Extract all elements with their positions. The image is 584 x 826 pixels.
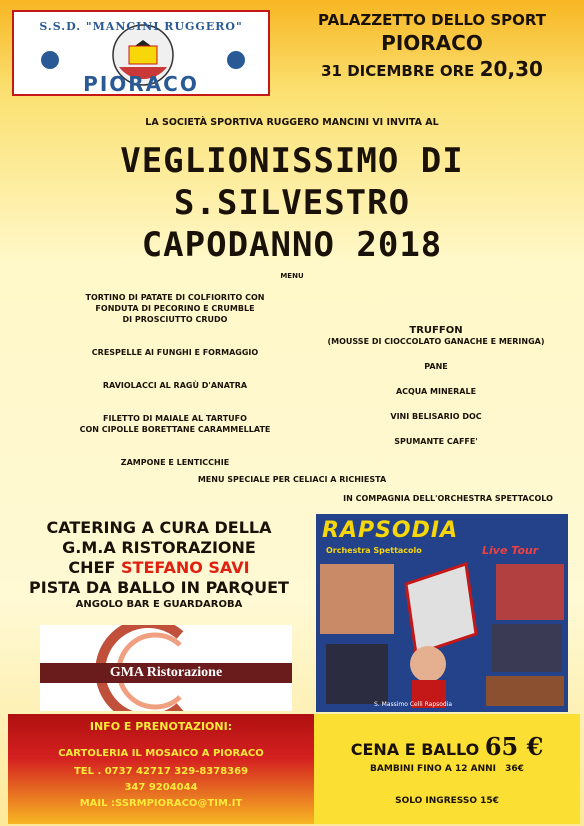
menu-heading: MENU bbox=[280, 272, 304, 280]
menu-item-line: CRESPELLE AI FUNGHI E FORMAGGIO bbox=[91, 348, 259, 357]
dessert-item bbox=[318, 325, 554, 347]
menu-right-column bbox=[318, 325, 554, 461]
invitation-line: LA SOCIETÀ SPORTIVA RUGGERO MANCINI VI INVITA AL bbox=[145, 117, 439, 128]
menu-item bbox=[70, 292, 280, 325]
gma-logo bbox=[40, 625, 292, 711]
title-line-3: CAPODANNO 2018 bbox=[141, 225, 443, 265]
catering-line-1: CATERING A CURA DELLA bbox=[46, 518, 272, 537]
menu-item: SPUMANTE CAFFE' bbox=[394, 437, 478, 446]
menu-item: VINI BELISARIO DOC bbox=[390, 412, 482, 421]
orchestra-name: RAPSODIA bbox=[322, 518, 459, 543]
dessert-name: TRUFFON bbox=[409, 325, 463, 336]
menu-item-line: ZAMPONE E LENTICCHIE bbox=[120, 458, 230, 467]
children-price-line bbox=[314, 764, 580, 774]
entry-only-price: SOLO INGRESSO 15€ bbox=[395, 796, 499, 806]
orchestra-tour: Live Tour bbox=[482, 544, 539, 557]
orchestra-photo bbox=[316, 514, 568, 712]
menu-item: ACQUA MINERALE bbox=[395, 387, 477, 396]
orchestra-intro: IN COMPAGNIA DELL'ORCHESTRA SPETTACOLO bbox=[343, 494, 553, 503]
menu-item-line: TORTINO DI PATATE DI COLFIORITO CON bbox=[85, 293, 265, 302]
info-title: INFO E PRENOTAZIONI: bbox=[89, 720, 233, 733]
club-logo bbox=[12, 10, 270, 96]
dance-floor-line: PISTA DA BALLO IN PARQUET bbox=[29, 578, 289, 597]
title-line-1: VEGLIONISSIMO DI bbox=[120, 141, 464, 181]
event-time: 20,30 bbox=[479, 57, 543, 81]
catering-info bbox=[20, 518, 298, 612]
chef-label: CHEF bbox=[68, 558, 116, 577]
children-label: BAMBINI FINO A 12 ANNI bbox=[370, 764, 496, 774]
dessert-description: (MOUSSE DI CIOCCOLATO GANACHE E MERINGA) bbox=[327, 337, 545, 346]
menu-item bbox=[70, 380, 280, 391]
logo-bottom-text: PIORACO bbox=[83, 72, 199, 96]
info-phone-2: 347 9204044 bbox=[124, 782, 198, 793]
event-date bbox=[292, 56, 572, 84]
orchestra-subtitle: Orchestra Spettacolo bbox=[326, 546, 422, 555]
menu-item-line: FONDUTA DI PECORINO E CRUMBLE bbox=[95, 304, 255, 313]
dinner-label: CENA E BALLO bbox=[350, 740, 480, 759]
menu-item bbox=[70, 413, 280, 435]
chef-line bbox=[20, 558, 298, 578]
menu-left-column bbox=[70, 292, 280, 490]
price-box bbox=[314, 714, 580, 824]
info-shop: CARTOLERIA IL MOSAICO A PIORACO bbox=[58, 748, 264, 759]
bar-wardrobe-line: ANGOLO BAR E GUARDAROBA bbox=[75, 599, 243, 610]
menu-item-line: RAVIOLACCI AL RAGÙ D'ANATRA bbox=[102, 381, 248, 390]
dinner-price: 65 € bbox=[484, 732, 544, 761]
event-date-text: 31 DICEMBRE ORE bbox=[321, 62, 475, 80]
logo-top-text: S.S.D. "MANCINI RUGGERO" bbox=[39, 20, 243, 33]
gma-logo-text: GMA Ristorazione bbox=[109, 665, 223, 680]
dinner-price-line bbox=[314, 732, 580, 761]
orchestra-photo-credit: S. Massimo Celli Rapsodia bbox=[374, 701, 453, 708]
venue-town: PIORACO bbox=[381, 31, 483, 55]
children-price: 36€ bbox=[505, 764, 524, 774]
celiac-menu-note: MENU SPECIALE PER CELIACI A RICHIESTA bbox=[197, 475, 387, 484]
event-venue-header bbox=[292, 10, 572, 84]
event-title bbox=[0, 140, 584, 266]
title-line-2: S.SILVESTRO bbox=[173, 183, 411, 223]
menu-item-line: FILETTO DI MAIALE AL TARTUFO bbox=[103, 414, 247, 423]
info-phone: TEL . 0737 42717 329-8378369 bbox=[73, 766, 249, 777]
menu-item bbox=[70, 347, 280, 358]
menu-item: PANE bbox=[424, 362, 448, 371]
chef-name: STEFANO SAVI bbox=[121, 558, 250, 577]
menu-item-line: DI PROSCIUTTO CRUDO bbox=[122, 315, 228, 324]
venue-name: PALAZZETTO DELLO SPORT bbox=[317, 11, 547, 29]
info-email: MAIL :SSRMPIORACO@TIM.IT bbox=[79, 798, 243, 809]
menu-item bbox=[70, 457, 280, 468]
info-box bbox=[8, 714, 314, 824]
menu-item-line: CON CIPOLLE BORETTANE CARAMMELLATE bbox=[79, 425, 271, 434]
catering-line-2: G.M.A RISTORAZIONE bbox=[62, 538, 256, 557]
